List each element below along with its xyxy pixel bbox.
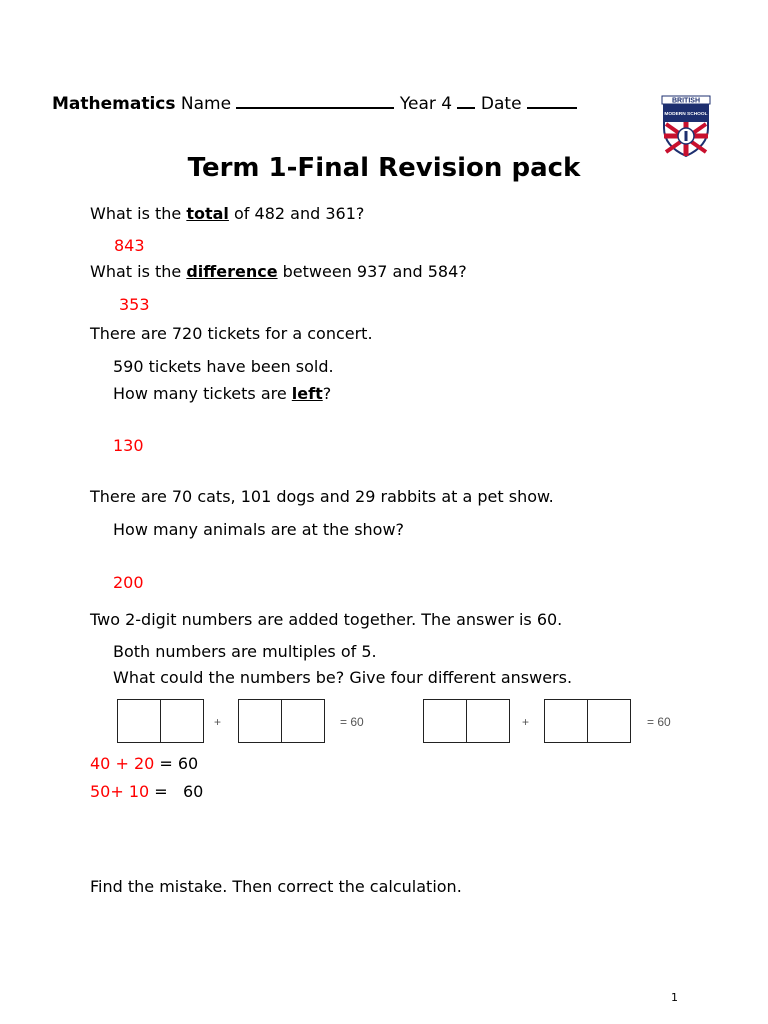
plus-sign: + — [522, 715, 530, 729]
question-multiples-line3: What could the numbers be? Give four different answers. — [113, 668, 573, 687]
question-tickets-line1: There are 720 tickets for a concert. — [90, 324, 373, 343]
plus-sign: + — [214, 715, 222, 729]
svg-text:MODERN SCHOOL: MODERN SCHOOL — [664, 112, 708, 117]
year-label: Year 4 — [399, 94, 453, 114]
question-difference: What is the difference between 937 and 584? — [90, 262, 467, 281]
question-animals-line1: There are 70 cats, 101 dogs and 29 rabbits at a pet show. — [90, 487, 554, 506]
name-blank[interactable] — [236, 93, 394, 109]
page-title: Term 1-Final Revision pack — [187, 153, 581, 183]
question-tickets-line2: 590 tickets have been sold. — [113, 357, 334, 376]
answer-box-2a[interactable] — [423, 699, 510, 743]
question-total: What is the total of 482 and 361? — [90, 204, 365, 223]
question-multiples-line2: Both numbers are multiples of 5. — [113, 642, 377, 661]
answer-pair-1: 40 + 20 = 60 — [90, 754, 199, 773]
school-logo — [660, 94, 712, 158]
answer-box-1b[interactable] — [238, 699, 325, 743]
answer-animals: 200 — [113, 573, 144, 592]
worksheet-header — [52, 93, 577, 114]
answer-pair-2: 50+ 10 = 60 — [90, 782, 204, 801]
date-label: Date — [480, 94, 522, 114]
question-tickets-line3: How many tickets are left? — [113, 384, 332, 403]
answer-box-1a[interactable] — [117, 699, 204, 743]
page-number: 1 — [671, 991, 678, 1004]
subject-label: Mathematics — [52, 94, 176, 114]
svg-text:BRITISH: BRITISH — [672, 97, 700, 105]
equals-sixty: = 60 — [340, 715, 364, 729]
question-find-mistake: Find the mistake. Then correct the calculation. — [90, 877, 462, 896]
answer-difference: 353 — [119, 295, 150, 314]
question-animals-line2: How many animals are at the show? — [113, 520, 405, 539]
answer-box-2b[interactable] — [544, 699, 631, 743]
name-label: Name — [180, 94, 232, 114]
answer-total: 843 — [114, 236, 145, 255]
date-blank[interactable] — [527, 93, 577, 109]
equals-sixty: = 60 — [647, 715, 671, 729]
answer-tickets: 130 — [113, 436, 144, 455]
question-multiples-line1: Two 2-digit numbers are added together. The answer is 60. — [90, 610, 563, 629]
year-blank[interactable] — [457, 93, 475, 109]
